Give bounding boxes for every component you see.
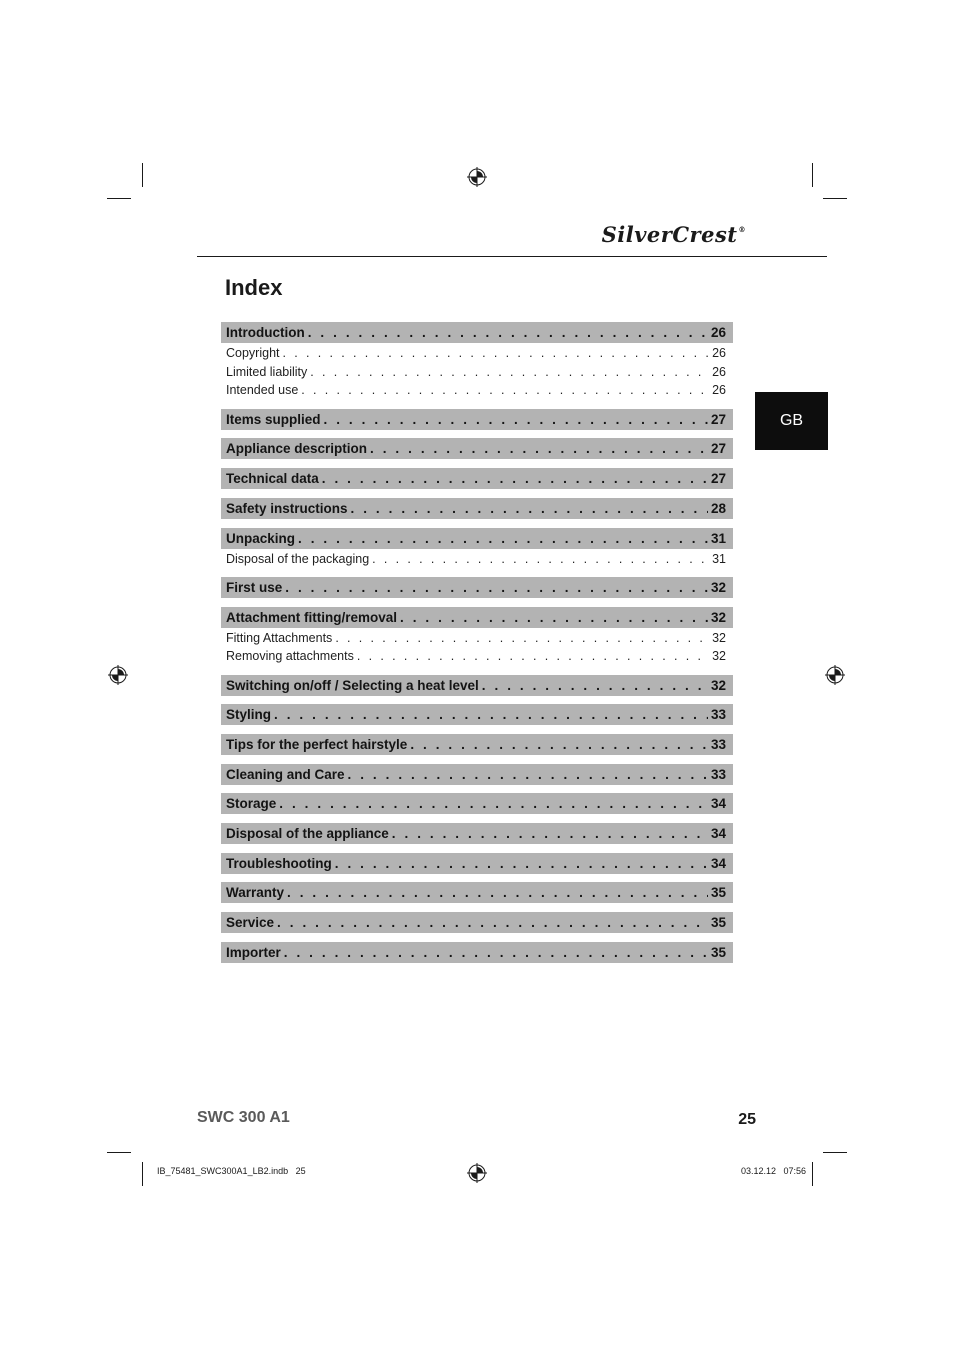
toc-page-number: 28 [710, 500, 726, 516]
toc-label: Introduction [226, 325, 305, 340]
toc-page-number: 27 [710, 471, 726, 487]
toc-leader-dots [277, 912, 708, 933]
page-title: Index [225, 275, 283, 300]
toc-section [221, 675, 733, 696]
toc-page-number: 33 [710, 737, 726, 752]
toc-page-number: 34 [710, 796, 726, 812]
toc-leader-dots [410, 734, 708, 755]
toc-subsection [221, 381, 733, 400]
crop-mark [823, 1152, 847, 1153]
header-divider [197, 256, 827, 257]
language-tab [755, 392, 828, 450]
toc-section [221, 942, 733, 963]
toc-leader-dots [324, 409, 708, 430]
toc-leader-dots [348, 764, 708, 785]
toc-leader-dots [335, 853, 708, 874]
toc-section [221, 793, 733, 814]
toc-section [221, 853, 733, 874]
toc-section [221, 882, 733, 903]
toc-label: Warranty [226, 885, 285, 901]
toc-page-number: 32 [712, 630, 726, 645]
toc-leader-dots [310, 363, 709, 382]
print-slug-date: 03.12.12 07:56 [740, 1166, 806, 1176]
crop-mark [142, 163, 143, 187]
language-tab-label: GB [779, 412, 804, 429]
toc-page-number: 31 [710, 530, 726, 546]
crop-mark [823, 198, 847, 199]
toc-label: Appliance description [226, 441, 368, 457]
crop-mark [107, 1152, 131, 1153]
toc-page-number: 35 [710, 944, 726, 960]
toc-leader-dots [301, 381, 709, 400]
toc-label: Tips for the perfect hairstyle [226, 737, 408, 752]
toc-leader-dots [370, 438, 708, 459]
toc-section [221, 704, 733, 725]
toc-subsection [221, 629, 733, 648]
toc-page-number: 34 [710, 826, 726, 842]
toc-page-number: 27 [710, 441, 726, 457]
toc-label: Removing attachments [226, 649, 354, 664]
page-number: 25 [738, 1111, 756, 1128]
toc-section [221, 734, 733, 755]
toc-section [221, 577, 733, 598]
registration-mark-icon [108, 665, 128, 685]
toc-leader-dots [274, 704, 708, 725]
registered-mark: ® [738, 225, 746, 234]
toc-label: Items supplied [226, 411, 321, 427]
toc-section [221, 912, 733, 933]
toc-leader-dots [357, 647, 709, 666]
toc-subsection [221, 647, 733, 666]
toc-page-number: 35 [710, 915, 726, 931]
model-number: SWC 300 A1 [197, 1109, 290, 1126]
toc-page-number: 32 [710, 579, 726, 595]
toc-label: Unpacking [226, 530, 296, 546]
toc-subsection [221, 550, 733, 569]
toc-leader-dots [298, 528, 708, 549]
toc-label: Safety instructions [226, 500, 348, 516]
toc-label: Switching on/off / Selecting a heat level [226, 677, 479, 693]
toc-label: Limited liability [226, 364, 308, 379]
toc-page-number: 34 [710, 855, 726, 871]
table-of-contents [221, 322, 733, 963]
toc-label: Storage [226, 796, 277, 812]
toc-page-number: 35 [710, 885, 726, 901]
toc-leader-dots [335, 629, 709, 648]
toc-label: Troubleshooting [226, 855, 332, 871]
toc-section [221, 528, 733, 549]
toc-section [221, 468, 733, 489]
registration-mark-icon [467, 1163, 487, 1183]
toc-leader-dots [287, 882, 708, 903]
crop-mark [107, 198, 131, 199]
toc-leader-dots [392, 823, 708, 844]
toc-section [221, 409, 733, 430]
toc-leader-dots [322, 468, 708, 489]
registration-mark-icon [825, 665, 845, 685]
toc-subsection [221, 344, 733, 363]
crop-mark [812, 1162, 813, 1186]
toc-label: Importer [226, 944, 281, 960]
toc-section [221, 607, 733, 628]
toc-leader-dots [351, 498, 708, 519]
toc-section [221, 438, 733, 459]
toc-leader-dots [285, 577, 708, 598]
toc-label: Cleaning and Care [226, 766, 345, 782]
toc-label: Fitting Attachments [226, 630, 333, 645]
toc-label: Styling [226, 707, 272, 723]
toc-page-number: 27 [710, 411, 726, 427]
toc-section [221, 764, 733, 785]
toc-section [221, 322, 733, 343]
brand-name: SilverCrest [601, 222, 738, 247]
toc-label: Disposal of the appliance [226, 826, 389, 842]
toc-section [221, 498, 733, 519]
toc-leader-dots [308, 322, 708, 343]
toc-page-number: 26 [712, 383, 726, 398]
toc-leader-dots [283, 344, 710, 363]
toc-page-number: 33 [710, 707, 726, 723]
registration-mark-icon [467, 167, 487, 187]
toc-page-number: 26 [712, 364, 726, 379]
toc-leader-dots [400, 607, 708, 628]
toc-label: Service [226, 915, 275, 931]
print-slug-file: IB_75481_SWC300A1_LB2.indb 25 [157, 1166, 306, 1176]
toc-label: Intended use [226, 383, 299, 398]
toc-page-number: 31 [712, 551, 726, 566]
toc-leader-dots [284, 942, 708, 963]
toc-leader-dots [372, 550, 709, 569]
crop-mark [142, 1162, 143, 1186]
toc-label: Attachment fitting/removal [226, 609, 398, 625]
toc-label: Disposal of the packaging [226, 551, 370, 566]
toc-section [221, 823, 733, 844]
toc-label: Technical data [226, 471, 319, 487]
toc-subsection [221, 363, 733, 382]
toc-label: First use [226, 579, 283, 595]
toc-label: Copyright [226, 346, 280, 360]
toc-page-number: 33 [710, 766, 726, 782]
toc-leader-dots [279, 793, 708, 814]
toc-page-number: 26 [710, 325, 726, 340]
toc-page-number: 32 [710, 609, 726, 625]
toc-leader-dots [482, 675, 708, 696]
toc-page-number: 26 [712, 346, 726, 360]
crop-mark [812, 163, 813, 187]
toc-page-number: 32 [712, 649, 726, 664]
brand-logo [602, 222, 746, 247]
toc-page-number: 32 [710, 677, 726, 693]
